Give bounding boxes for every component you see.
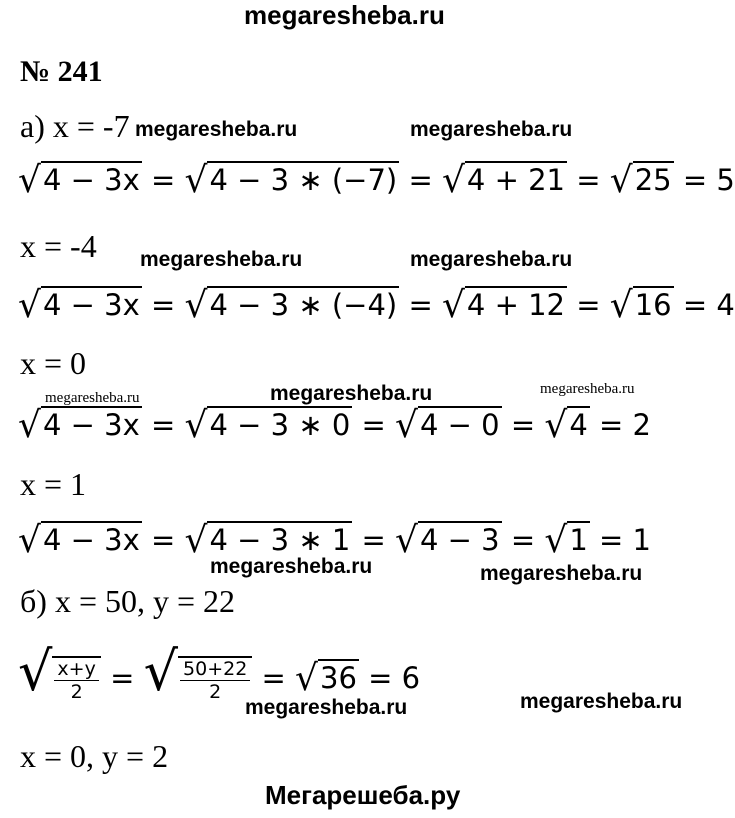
radical: √4 − 3x [18,285,140,326]
radical: √4 + 12 [441,285,566,326]
equation-line: √4 − 3x = √4 − 3 ∗ 1 = √4 − 3 = √1 = 1 [18,520,651,561]
watermark: megaresheba.ru [540,381,635,397]
watermark: megaresheba.ru [270,382,433,405]
watermark: megaresheba.ru [45,390,140,406]
radical: √4 − 3x [18,160,140,201]
case-label: x = -4 [20,228,97,264]
radical: √4 − 3 ∗ 1 [184,520,351,561]
case-label: x = 0, y = 2 [20,738,169,774]
watermark: megaresheba.ru [210,555,373,578]
radical: √4 − 3x [18,520,140,561]
radical: √25 [609,160,672,201]
part-b-label: б) x = 50, y = 22 [20,583,236,619]
radical: √16 [609,285,672,326]
radical: √ $\frac{50+22}{2}$ [144,640,253,703]
radical: √4 − 0 [395,405,500,446]
equation-line: √4 − 3x = √4 − 3 ∗ (−4) = √4 + 12 = √16 = 4 [18,285,735,326]
case-label: x = 1 [20,466,87,502]
fraction: $\frac{x+y}{2}$ [54,658,98,703]
site-header: megaresheba.ru [244,0,445,30]
equation-line: √4 − 3x = √4 − 3 ∗ (−7) = √4 + 21 = √25 = 5 [18,160,735,201]
radical: √ $\frac{x+y}{2}$ [18,640,101,703]
problem-number: № 241 [20,55,103,88]
radical: √4 − 3 [395,520,500,561]
radical: √1 [544,520,588,561]
radical: √4 − 3 ∗ (−7) [184,160,398,201]
radical: √4 − 3x [18,405,140,446]
radical: √36 [295,658,357,699]
fraction: $\frac{50+22}{2}$ [180,658,250,703]
radical: √4 − 3 ∗ (−4) [184,285,398,326]
watermark: megaresheba.ru [135,118,298,141]
equation-line: √ $\frac{x+y}{2}$ = √ $\frac{50+22}{2}$ = √36 = 6 [18,640,421,703]
watermark: megaresheba.ru [245,696,408,719]
watermark: megaresheba.ru [410,248,573,271]
equation-line: √4 − 3x = √4 − 3 ∗ 0 = √4 − 0 = √4 = 2 [18,405,651,446]
watermark: megaresheba.ru [520,690,683,713]
watermark: megaresheba.ru [480,562,643,585]
radical: √4 − 3 ∗ 0 [184,405,351,446]
watermark: megaresheba.ru [140,248,303,271]
watermark: megaresheba.ru [410,118,573,141]
radical: √4 [544,405,588,446]
radical: √4 + 21 [441,160,566,201]
case-label: x = 0 [20,345,87,381]
part-a-label: а) x = -7 [20,108,130,144]
site-footer: Мегарешеба.ру [265,780,461,810]
